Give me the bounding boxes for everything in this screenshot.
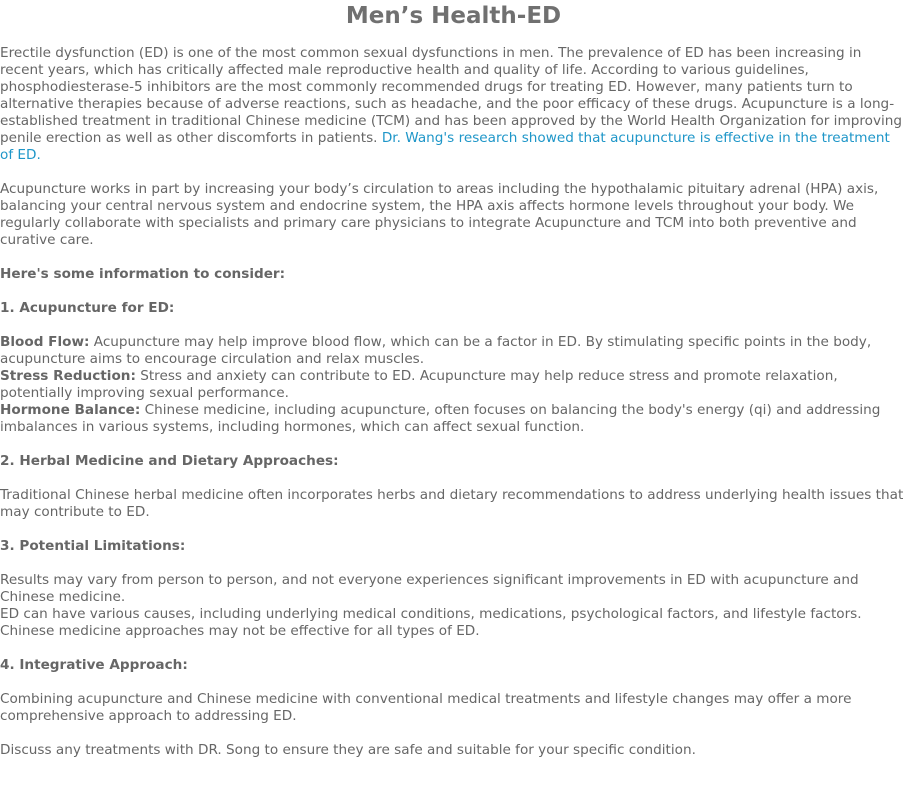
limitation-line: ED can have various causes, including underlying medical conditions, medications, psychological factors, and lifestyle factors. Chinese medicine approaches may not be effective for all types of ED. bbox=[0, 606, 862, 639]
research-link[interactable]: Dr. Wang's research showed that acupuncture is effective in the treatment of ED. bbox=[0, 130, 890, 163]
list-item bbox=[0, 334, 907, 368]
intro-text: Erectile dysfunction (ED) is one of the most common sexual dysfunctions in men. The prevalence of ED has been increasing in recent years, which has critically affected male reproductive health and quality of life. According to various guidelines, phosphodiesterase-5 inhibitors are the most commonly recommended drugs for treating ED. However, many patients turn to alternative therapies because of adverse reactions, such as headache, and the poor efficacy of these drugs. Acupuncture is a long-established treatment in traditional Chinese medicine (TCM) and has been approved by the World Health Organization for improving penile erection as well as other discomforts in patients. bbox=[0, 45, 903, 146]
closing-paragraph: Discuss any treatments with DR. Song to ensure they are safe and suitable for your specific condition. bbox=[0, 742, 696, 758]
limitation-line: Results may vary from person to person, and not everyone experiences significant improvements in ED with acupuncture and Chinese medicine. bbox=[0, 572, 859, 605]
section2-heading: 2. Herbal Medicine and Dietary Approaches: bbox=[0, 453, 339, 469]
item-text: Stress and anxiety can contribute to ED. Acupuncture may help reduce stress and promote relaxation, potentially improving sexual performance. bbox=[0, 368, 838, 401]
section1-items bbox=[0, 334, 907, 436]
section4-text: Combining acupuncture and Chinese medicine with conventional medical treatments and lifestyle changes may offer a more comprehensive approach to addressing ED. bbox=[0, 691, 852, 724]
consider-heading: Here's some information to consider: bbox=[0, 266, 286, 282]
item-text: Chinese medicine, including acupuncture, often focuses on balancing the body's energy (qi) and addressing imbalances in various systems, including hormones, which can affect sexual function. bbox=[0, 402, 881, 435]
page-title: Men’s Health-ED bbox=[345, 3, 562, 29]
section3-text bbox=[0, 572, 907, 640]
section2-text: Traditional Chinese herbal medicine often incorporates herbs and dietary recommendations to address underlying health issues that may contribute to ED. bbox=[0, 487, 904, 520]
item-label: Hormone Balance: bbox=[0, 402, 141, 418]
list-item bbox=[0, 402, 907, 436]
hpa-paragraph: Acupuncture works in part by increasing your body’s circulation to areas including the hypothalamic pituitary adrenal (HPA) axis, balancing your central nervous system and endocrine system, the HPA axis affects hormone levels throughout your body. We regularly collaborate with specialists and primary care physicians to integrate Acupuncture and TCM into both preventive and curative care. bbox=[0, 181, 879, 248]
list-item bbox=[0, 368, 907, 402]
intro-paragraph bbox=[0, 45, 907, 164]
section4-heading: 4. Integrative Approach: bbox=[0, 657, 188, 673]
section1-heading: 1. Acupuncture for ED: bbox=[0, 300, 175, 316]
item-label: Blood Flow: bbox=[0, 334, 90, 350]
section3-heading: 3. Potential Limitations: bbox=[0, 538, 186, 554]
item-label: Stress Reduction: bbox=[0, 368, 136, 384]
item-text: Acupuncture may help improve blood flow, which can be a factor in ED. By stimulating specific points in the body, acupuncture aims to encourage circulation and relax muscles. bbox=[0, 334, 872, 367]
